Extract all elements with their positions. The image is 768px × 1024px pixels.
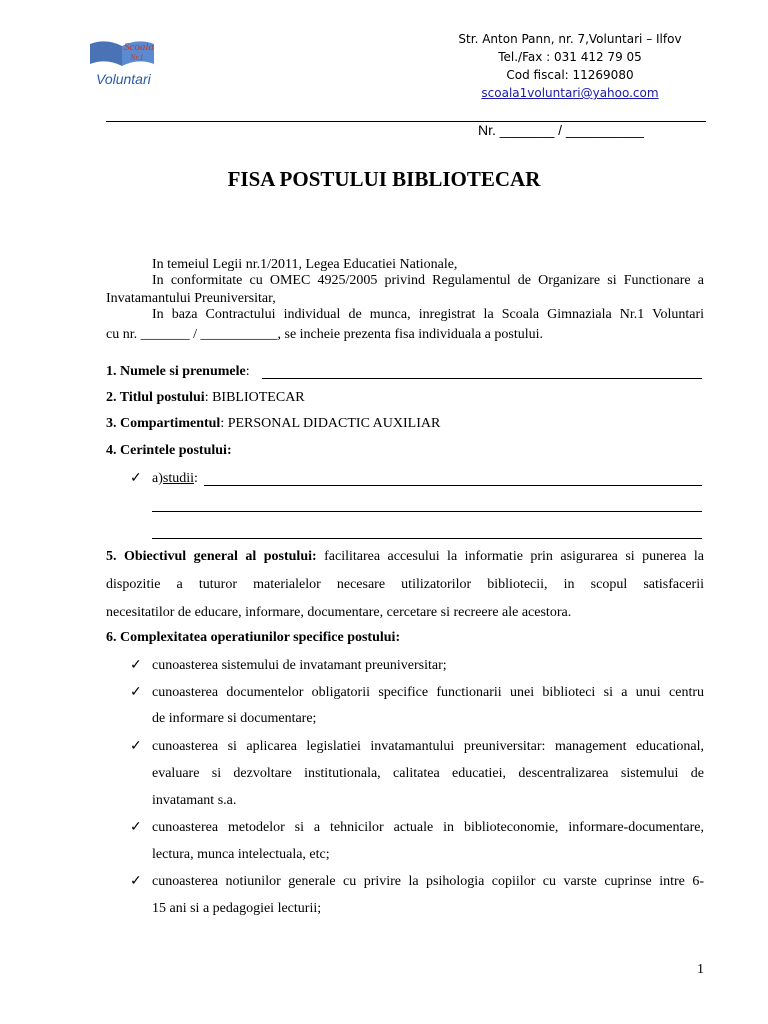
- logo-text-bottom: Voluntari: [96, 71, 151, 87]
- field-title: [106, 390, 305, 406]
- field-title-label: 2. Titlul postului: [106, 390, 205, 405]
- section6-heading: 6. Complexitatea operatiunilor specifice postului:: [106, 630, 401, 645]
- field-department-label: 3. Compartimentul: [106, 416, 221, 431]
- list-item: cunoasterea documentelor obligatorii specifice functionarii unei biblioteci si a unui centru: [152, 685, 704, 700]
- intro-line-5: cu nr. _______ / ___________, se incheie prezenta fisa individuala a postului.: [106, 327, 544, 342]
- studii-fill-line-2[interactable]: [152, 510, 702, 512]
- section5-label: 5. Obiectivul general al postului:: [106, 549, 317, 564]
- registration-number: Nr. _______ / __________: [478, 122, 644, 138]
- field-requirements: [106, 443, 232, 459]
- field-name: 1. Numele si prenumele:: [106, 364, 250, 379]
- studii-fill-line-3[interactable]: [152, 537, 702, 539]
- list-item: cunoasterea sistemului de invatamant preuniversitar;: [152, 658, 447, 673]
- name-fill-line[interactable]: [262, 377, 702, 379]
- intro-line-3: Invatamantului Preuniversitar,: [106, 291, 276, 306]
- school-logo: [86, 36, 198, 94]
- section5-line-2: dispozitie a tuturor materialelor necesare utilizatorilor bibliotecii, in scopul satisfacerii: [106, 577, 704, 592]
- list-item-cont: lectura, munca intelectuala, etc;: [152, 847, 330, 862]
- studii-fill-line-1[interactable]: [204, 484, 702, 486]
- checkmark-icon: ✓: [130, 739, 142, 754]
- section5-line-3: necesitatilor de educare, informare, documentare, cercetare si recreere ale acestora.: [106, 605, 572, 620]
- fiscal-code: Cod fiscal: 11269080: [506, 68, 634, 82]
- list-item: cunoasterea metodelor si a tehnicilor actuale in biblioteconomie, informare-documentare,: [152, 820, 704, 835]
- section5-line-1: 5. Obiectivul general al postului: facilitarea accesului la informatie prin asigurarea si punerea la: [106, 549, 704, 564]
- logo-text-top: Scoala: [124, 41, 154, 53]
- list-item-cont: invatamant s.a.: [152, 793, 237, 808]
- list-item: cunoasterea notiunilor generale cu privire la psihologia copiilor cu varste cuprinse intre 6-: [152, 874, 704, 889]
- document-title: FISA POSTULUI BIBLIOTECAR: [227, 167, 541, 191]
- field-name-label: 1. Numele si prenumele: [106, 364, 246, 379]
- checkmark-icon: ✓: [130, 820, 142, 835]
- field-requirements-label: 4. Cerintele postului:: [106, 443, 232, 458]
- address: Str. Anton Pann, nr. 7,Voluntari – Ilfov: [458, 32, 682, 46]
- field-department: [106, 416, 440, 432]
- email-link[interactable]: scoala1voluntari@yahoo.com: [481, 86, 659, 100]
- book-left-page-icon: [90, 41, 122, 66]
- intro-line-2: In conformitate cu OMEC 4925/2005 privind Regulamentul de Organizare si Functionare a: [152, 273, 704, 288]
- intro-line-1: In temeiul Legii nr.1/2011, Legea Educatiei Nationale,: [152, 257, 458, 272]
- phone: Tel./Fax : 031 412 79 05: [498, 50, 642, 64]
- studii-label: a)studii:: [152, 471, 198, 486]
- checkmark-icon: ✓: [130, 471, 142, 486]
- checkmark-icon: ✓: [130, 658, 142, 673]
- list-item-cont: 15 ani si a pedagogiei lecturii;: [152, 901, 322, 916]
- header-contact: [440, 30, 700, 102]
- list-item-cont: evaluare si dezvoltare institutionala, calitatea educatiei, descentralizarea sistemului de: [152, 766, 704, 781]
- intro-line-4: In baza Contractului individual de munca, inregistrat la Scoala Gimnaziala Nr.1 Voluntari: [152, 307, 704, 322]
- checkmark-icon: ✓: [130, 874, 142, 889]
- page-number: 1: [697, 962, 704, 977]
- field-title-value: : BIBLIOTECAR: [204, 390, 305, 405]
- list-item-cont: de informare si documentare;: [152, 711, 317, 726]
- field-department-value: : PERSONAL DIDACTIC AUXILIAR: [220, 416, 441, 431]
- list-item: cunoasterea si aplicarea legislatiei invatamantului preuniversitar: management educational,: [152, 739, 704, 754]
- logo-text-mid: Nr.1: [130, 53, 144, 62]
- checkmark-icon: ✓: [130, 685, 142, 700]
